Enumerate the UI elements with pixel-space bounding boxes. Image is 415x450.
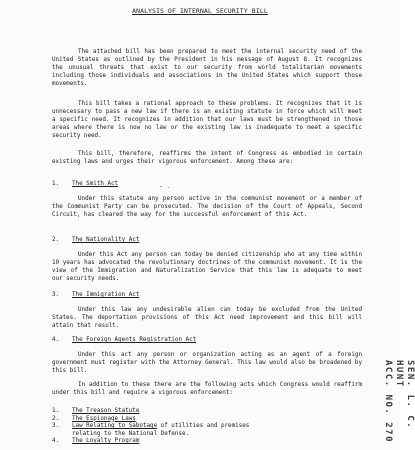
section-title: The Immigration Act	[72, 292, 140, 298]
list-item-number: 3.	[52, 423, 60, 429]
section-heading-foreign-agents-act	[52, 336, 352, 344]
list-item-title: The Espionage Laws	[72, 415, 136, 422]
list-item-number: 1.	[52, 408, 60, 414]
section-title: The Smith Act	[72, 181, 119, 187]
approach-paragraph: This bill takes a rational approach to these problems. It recognizes that it is unnecessary to pass a new law if there is an existing statute in force which will meet a specific need. It recognizes in addition that our laws must be strengthened in those areas where there is now no law or the existing law is inadequate to meet a specific security need.	[52, 101, 362, 139]
section-heading-nationality-act	[52, 236, 352, 244]
section-body-nationality-act: Under this Act any person can today be denied citizenship who at any time within 10 years has advocated the revolutionary doctrines of the communist movement. It is the view of the Immigration and Naturalization Service that this law is adequate to meet our security needs.	[52, 252, 362, 282]
list-item	[52, 416, 362, 424]
acts-list	[52, 408, 362, 446]
section-number: 1.	[52, 181, 60, 187]
section-title: The Foreign Agents Registration Act	[72, 337, 197, 343]
list-item-title: Law Relating to Sabotage	[72, 423, 158, 429]
closing-paragraph: In addition to these there are the following acts which Congress would reaffirm under this bill and require a vigorous enforcement:	[52, 382, 362, 396]
list-item-title: The Loyalty Program	[72, 438, 140, 444]
section-number: 3.	[52, 292, 60, 298]
section-body-foreign-agents-act: Under this act any person or organization acting as an agent of a foreign government must register with the Attorney General. This law would also be broadened by this bill.	[52, 352, 362, 374]
section-number: 4.	[52, 337, 60, 343]
section-heading-immigration-act	[52, 291, 352, 299]
section-number: 2.	[52, 237, 60, 243]
document-title: ANALYSIS OF INTERNAL SECURITY BILL	[132, 8, 268, 15]
list-item-rest: of utilities and premises relating to the National Defense.	[72, 423, 250, 437]
section-title: The Nationality Act	[72, 237, 140, 243]
reaffirm-paragraph: This bill, therefore, reaffirms the intent of Congress as embodied in certain existing laws and urges their vigorous enforcement. Among these are:	[52, 151, 362, 165]
section-body-immigration-act: Under this law any undesirable alien can today be excluded from the United States. The deportation provisions of this Act need improvement and this bill will attain that result.	[52, 307, 362, 329]
section-heading-smith-act	[52, 180, 352, 188]
list-item-number: 2.	[52, 415, 60, 422]
list-item	[52, 423, 362, 438]
list-item-title: The Treason Statute	[72, 408, 140, 414]
list-item-number: 4.	[52, 438, 60, 444]
paper-speck	[160, 186, 162, 187]
archive-stamp-line1: SEN. L. C. HUNT	[394, 360, 415, 430]
list-item	[52, 438, 362, 446]
intro-paragraph: The attached bill has been prepared to meet the internal security need of the United States as outlined by the President in his message of August 8. It recognizes the unusual threats that exist to our security from world totalitarian movements including those individuals and associations in the United States which support those movements.	[52, 49, 362, 87]
archive-stamp-line2: ACC. NO. 270	[383, 360, 393, 444]
paper-speck	[168, 187, 169, 188]
list-item	[52, 408, 362, 416]
section-body-smith-act: Under this statute any person active in the communist movement or a member of the Communist Party can be prosecuted. The decision of the Court of Appeals, Second Circuit, has cleared the way for the successful enforcement of this Act.	[52, 196, 362, 218]
archive-stamp	[382, 360, 415, 450]
